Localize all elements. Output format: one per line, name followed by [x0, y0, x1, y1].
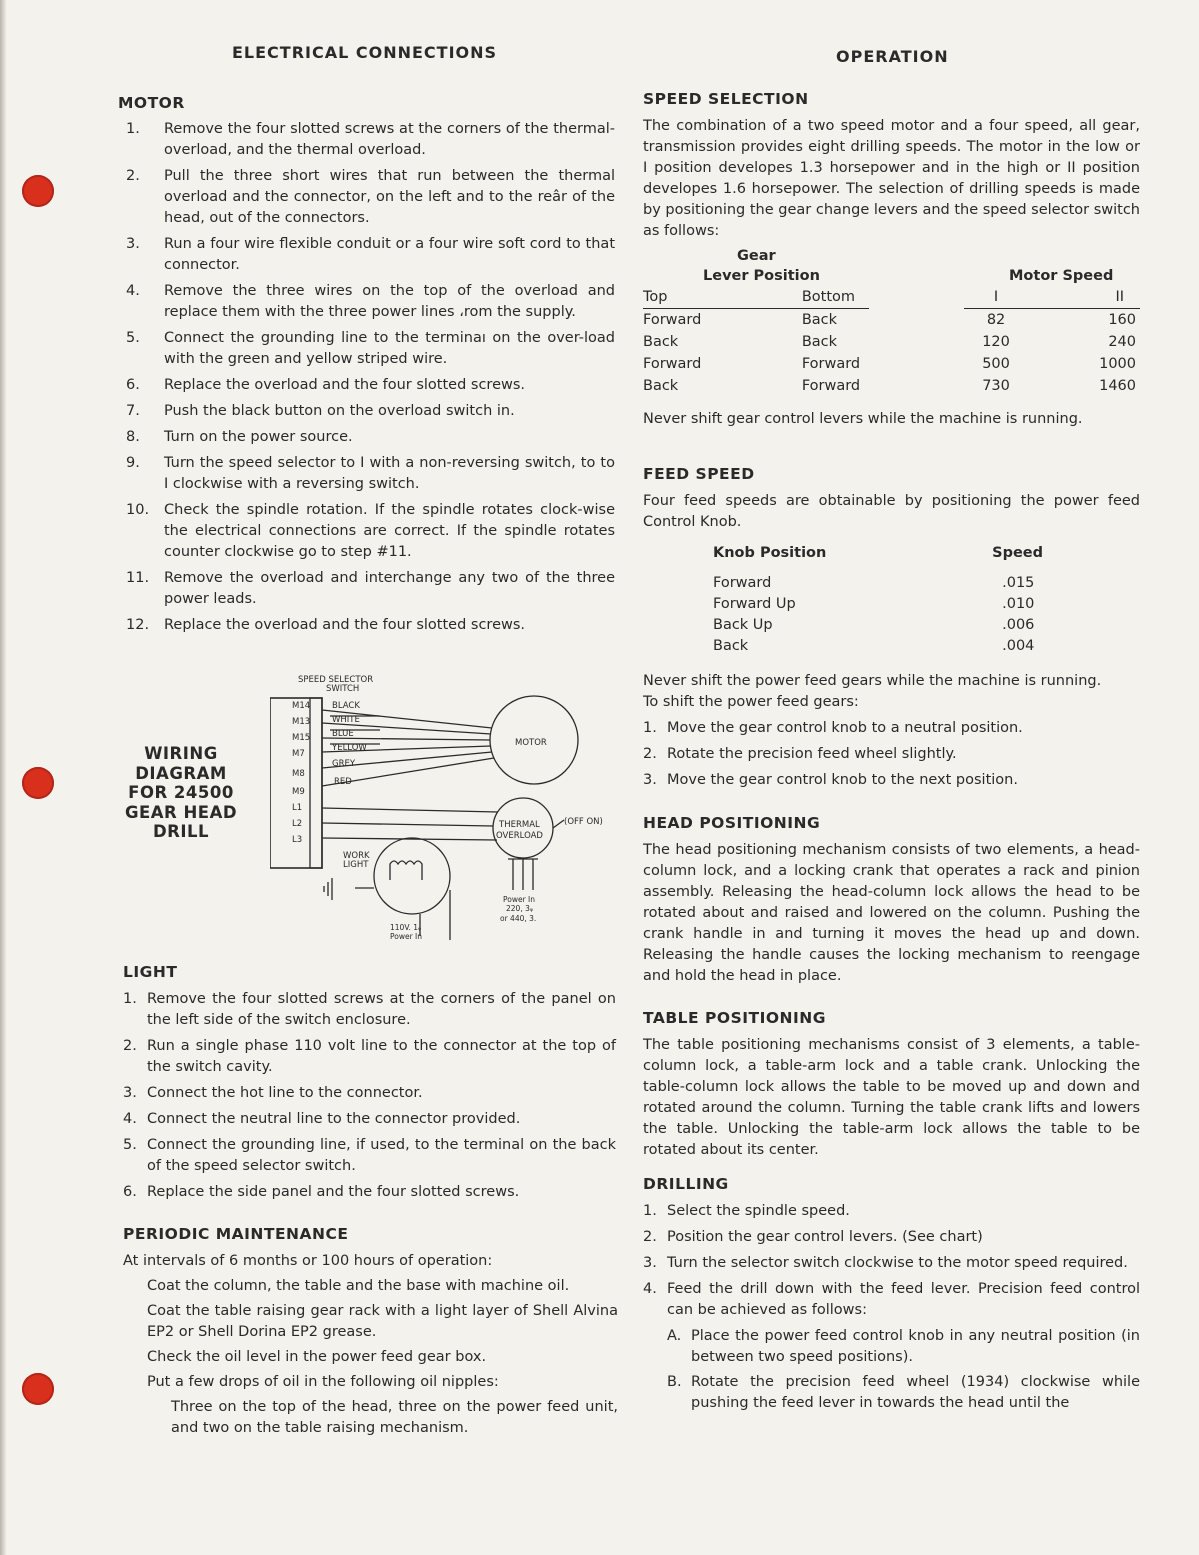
- step-number: 11.: [126, 570, 150, 586]
- list-item: [120, 328, 615, 370]
- table-cell: 730: [982, 377, 1010, 394]
- step-text: Move the gear control knob to the next position.: [667, 772, 1018, 788]
- step-number: 6.: [123, 1184, 137, 1200]
- step-text: Rotate the precision feed wheel slightly.: [667, 746, 957, 762]
- lever-position-header: Lever Position: [703, 268, 820, 284]
- power-in-3ph-3: or 440, 3.: [500, 914, 537, 923]
- list-item: [643, 1227, 1140, 1248]
- oil-nipples-text: Three on the top of the head, three on the power feed unit, and two on the table raising mechanism.: [171, 1399, 618, 1436]
- list-item: [120, 401, 615, 422]
- list-item: [643, 1326, 1140, 1368]
- table-positioning-section: [643, 1008, 1140, 1161]
- col-bottom: Bottom: [802, 286, 870, 309]
- speed-selection-section: [643, 89, 1140, 430]
- table-row: [643, 375, 1140, 397]
- step-text: Turn the speed selector to I with a non-reversing switch, to to I clockwise with a reversing switch.: [164, 455, 615, 492]
- step-text: Run a single phase 110 volt line to the connector at the top of the switch cavity.: [147, 1038, 616, 1075]
- step-number: 3.: [123, 1085, 137, 1101]
- binder-hole-top: [22, 175, 54, 207]
- maintenance-title: PERIODIC MAINTENANCE: [123, 1225, 349, 1243]
- step-number: 5.: [123, 1137, 137, 1153]
- wire-label-black: BLACK: [332, 701, 360, 711]
- power-in-1ph-2: Power In: [390, 932, 423, 941]
- list-item: [123, 989, 616, 1031]
- list-item: [123, 1036, 616, 1078]
- drilling-section: [643, 1174, 1140, 1418]
- table-cell: Back Up: [713, 617, 773, 633]
- terminal-label: M14: [292, 701, 311, 711]
- table-cell: .004: [1002, 638, 1035, 654]
- head-positioning-section: [643, 813, 1140, 987]
- step-number: 1.: [643, 720, 657, 736]
- step-number: 2.: [123, 1038, 137, 1054]
- step-text: Turn on the power source.: [164, 429, 353, 445]
- table-row: [643, 309, 1140, 332]
- step-text: Check the spindle rotation. If the spindle rotates clock-wise the electrical connections are correct. If the spindle rotates counter clockwise go to step #11.: [164, 502, 615, 560]
- col-knob-position: Knob Position: [713, 545, 827, 561]
- terminal-label: M13: [292, 717, 311, 727]
- table-row: [713, 636, 1043, 657]
- wiring-title-line: WIRING: [144, 744, 218, 763]
- step-text: Pull the three short wires that run between the thermal overload and the connector, on the left and to the reâr of the head, out of the connectors.: [164, 168, 615, 226]
- wire-label-grey: GREY: [332, 759, 356, 769]
- step-number: 8.: [126, 429, 140, 445]
- list-item: [643, 744, 1140, 765]
- table-cell: Back: [713, 638, 749, 654]
- terminal-label: L1: [292, 803, 303, 813]
- step-number: 2.: [126, 168, 140, 184]
- table-positioning-title: TABLE POSITIONING: [643, 1009, 826, 1027]
- step-text: Turn the selector switch clockwise to the motor speed required.: [667, 1255, 1128, 1271]
- step-number: 3.: [126, 236, 140, 252]
- col-speed: Speed: [992, 545, 1043, 561]
- step-text: Position the gear control levers. (See chart): [667, 1229, 983, 1245]
- step-text: Remove the four slotted screws at the corners of the panel on the left side of the switch enclosure.: [147, 991, 616, 1028]
- terminal-label: M15: [292, 733, 311, 743]
- right-column-heading: OPERATION: [836, 47, 949, 66]
- table-cell: Forward: [643, 311, 702, 328]
- step-number: 1.: [126, 121, 140, 137]
- list-item: [120, 281, 615, 323]
- step-text: Remove the four slotted screws at the corners of the thermal-overload, and the thermal overload.: [164, 121, 615, 158]
- list-item: [120, 234, 615, 276]
- table-cell: Forward: [801, 377, 861, 394]
- col-ii: II: [1028, 286, 1140, 309]
- work-light-circle: [374, 838, 450, 914]
- list-item: [643, 770, 1140, 791]
- selector-label-2: SWITCH: [326, 684, 360, 694]
- drilling-title: DRILLING: [643, 1175, 729, 1193]
- maintenance-intro: At intervals of 6 months or 100 hours of operation:: [123, 1253, 493, 1269]
- list-item: Coat the table raising gear rack with a light layer of Shell Alvina EP2 or Shell Dorina EP2 grease.: [147, 1303, 618, 1340]
- terminal-label: M8: [292, 769, 305, 779]
- table-header-row: [643, 286, 1140, 309]
- speed-selection-title: SPEED SELECTION: [643, 90, 809, 108]
- table-cell: 500: [982, 355, 1010, 372]
- light-title: LIGHT: [123, 963, 178, 981]
- motor-title: MOTOR: [118, 94, 185, 112]
- feed-speed-section: [643, 464, 1140, 796]
- step-number: 9.: [126, 455, 140, 471]
- step-number: 2.: [643, 1229, 657, 1245]
- feed-steps: [643, 718, 1140, 791]
- table-cell: Back: [643, 377, 679, 394]
- list-item: [123, 1135, 616, 1177]
- list-item: Coat the column, the table and the base with machine oil.: [147, 1278, 570, 1294]
- motor-section: [120, 93, 615, 641]
- list-item: [120, 427, 615, 448]
- step-number: 1.: [123, 991, 137, 1007]
- gear-warning: Never shift gear control levers while the machine is running.: [643, 411, 1083, 427]
- list-item: Put a few drops of oil in the following oil nipples:: [147, 1374, 499, 1390]
- page-edge: [0, 0, 6, 1555]
- step-text: Replace the overload and the four slotted screws.: [164, 617, 526, 633]
- list-item: [123, 1182, 616, 1203]
- work-light-label-2: LIGHT: [343, 860, 369, 870]
- step-text: Replace the side panel and the four slotted screws.: [147, 1184, 520, 1200]
- table-cell: 120: [982, 333, 1010, 350]
- table-cell: 240: [1108, 333, 1136, 350]
- motor-speed-header: Motor Speed: [1009, 268, 1114, 284]
- list-item: [643, 1253, 1140, 1274]
- power-in-1ph: 110V. 1ᵩ: [390, 923, 422, 932]
- step-number: 1.: [643, 1203, 657, 1219]
- head-positioning-title: HEAD POSITIONING: [643, 814, 821, 832]
- terminal-label: L2: [292, 819, 303, 829]
- step-number: 4.: [643, 1281, 657, 1297]
- wire-label-white: WHITE: [332, 715, 360, 725]
- motor-label: MOTOR: [515, 738, 547, 748]
- drilling-steps: [643, 1201, 1140, 1321]
- step-text: Remove the three wires on the top of the overload and replace them with the three power lines ،rom the supply.: [164, 283, 615, 320]
- step-number: 4.: [123, 1111, 137, 1127]
- table-header-row: [713, 543, 1043, 573]
- selector-label: SPEED SELECTOR: [298, 675, 374, 685]
- step-text: Remove the overload and interchange any two of the three power leads.: [164, 570, 615, 607]
- wiring-title-line: DIAGRAM: [135, 763, 227, 783]
- light-section: [123, 962, 616, 1208]
- table-cell: 160: [1108, 311, 1136, 328]
- step-text: Connect the neutral line to the connector provided.: [147, 1111, 521, 1127]
- overload-label: THERMAL: [499, 820, 540, 830]
- table-cell: Forward Up: [713, 596, 796, 612]
- wiring-title-line: FOR 24500: [128, 783, 234, 802]
- gear-table-header: [643, 246, 1140, 286]
- step-number: 4.: [126, 283, 140, 299]
- table-row: [713, 573, 1043, 594]
- feed-speed-title: FEED SPEED: [643, 465, 755, 483]
- step-text: Push the black button on the overload switch in.: [164, 403, 515, 419]
- list-item: [643, 718, 1140, 739]
- selector-switch-body: [310, 698, 322, 868]
- list-item: [120, 119, 615, 161]
- maintenance-items: [123, 1276, 618, 1393]
- table-cell: Forward: [801, 355, 861, 372]
- list-item: [643, 1201, 1140, 1222]
- table-cell: .006: [1002, 617, 1035, 633]
- gear-speed-table: [643, 286, 1140, 397]
- list-item: [120, 500, 615, 563]
- step-text: Move the gear control knob to a neutral position.: [667, 720, 1023, 736]
- head-positioning-text: The head positioning mechanism consists of two elements, a head-column lock, and a locking crank that operates a rack and pinion assembly. Releasing the head-column lock allows the head to be rotated about and raised and lowered on the column. Pushing the crank handle in and turning it moves the head up and down. Releasing the handle causes the locking mechanism to reengage and hold the head in place.: [643, 842, 1140, 984]
- gear-header: Gear: [737, 248, 776, 264]
- maintenance-section: [123, 1224, 618, 1443]
- table-cell: 82: [986, 311, 1006, 328]
- feed-speed-table: [713, 543, 1043, 657]
- binder-hole-bottom: [22, 1373, 54, 1405]
- list-item: [123, 1083, 616, 1104]
- list-item: [120, 568, 615, 610]
- step-number: 12.: [126, 617, 150, 633]
- table-cell: Back: [801, 333, 838, 350]
- list-item: [643, 1279, 1140, 1321]
- step-text: Feed the drill down with the feed lever. Precision feed control can be achieved as follows:: [667, 1281, 1140, 1318]
- wiring-title-line: DRILL: [152, 822, 210, 841]
- wire-label-yellow: YELLOW: [332, 743, 367, 753]
- step-letter: B.: [667, 1374, 682, 1390]
- step-number: 3.: [643, 772, 657, 788]
- power-in-3ph: Power In: [503, 895, 536, 904]
- wiring-diagram-title: [118, 744, 244, 842]
- step-number: 5.: [126, 330, 140, 346]
- step-text: Connect the hot line to the connector.: [147, 1085, 423, 1101]
- step-letter: A.: [667, 1328, 682, 1344]
- table-cell: 1000: [1099, 355, 1136, 372]
- off-on-label: (OFF ON): [564, 817, 603, 827]
- step-text: Select the spindle speed.: [667, 1203, 850, 1219]
- table-cell: 1460: [1099, 377, 1136, 394]
- feed-warning: Never shift the power feed gears while the machine is running.: [643, 673, 1102, 689]
- power-in-3ph-2: 220, 3ᵩ: [506, 904, 533, 913]
- wiring-diagram: [270, 668, 620, 948]
- col-top: Top: [643, 286, 802, 309]
- motor-steps: [120, 119, 615, 636]
- table-row: [643, 331, 1140, 353]
- step-number: 10.: [126, 502, 150, 518]
- list-item: [120, 453, 615, 495]
- feed-speed-text: Four feed speeds are obtainable by positioning the power feed Control Knob.: [643, 493, 1140, 530]
- step-text: Connect the grounding line to the terminaı on the over-load with the green and yellow striped wire.: [164, 330, 615, 367]
- left-column-heading: ELECTRICAL CONNECTIONS: [232, 43, 498, 62]
- binder-hole-middle: [22, 767, 54, 799]
- table-cell: .015: [1002, 575, 1035, 591]
- speed-selection-text: The combination of a two speed motor and a four speed, all gear, transmission provides eight drilling speeds. The motor in the low or I position developes 1.3 horsepower and in the high or II position developes 1.6 horsepower. The selection of drilling speeds is made by positioning the gear change levers and the speed selector switch as follows:: [643, 118, 1140, 239]
- table-row: [643, 353, 1140, 375]
- list-item: [643, 1372, 1140, 1414]
- wire-label-blue: BLUE: [332, 729, 354, 739]
- terminal-label: M9: [292, 787, 305, 797]
- table-cell: .010: [1002, 596, 1035, 612]
- step-number: 2.: [643, 746, 657, 762]
- table-cell: Forward: [643, 355, 702, 372]
- step-number: 3.: [643, 1255, 657, 1271]
- list-item: [120, 615, 615, 636]
- table-row: [713, 615, 1043, 636]
- terminal-label: L3: [292, 835, 303, 845]
- step-text: Place the power feed control knob in any neutral position (in between two speed positions).: [691, 1328, 1140, 1365]
- list-item: Check the oil level in the power feed gear box.: [147, 1349, 487, 1365]
- overload-label-2: OVERLOAD: [496, 831, 543, 841]
- list-item: [123, 1109, 616, 1130]
- table-cell: Back: [643, 333, 679, 350]
- work-light-label: WORK: [343, 851, 370, 861]
- step-number: 6.: [126, 377, 140, 393]
- light-steps: [123, 989, 616, 1203]
- terminal-label: M7: [292, 749, 305, 759]
- list-item: [120, 375, 615, 396]
- to-shift-text: To shift the power feed gears:: [643, 694, 859, 710]
- table-cell: Forward: [713, 575, 772, 591]
- step-text: Connect the grounding line, if used, to the terminal on the back of the speed selector switch.: [147, 1137, 616, 1174]
- list-item: [120, 166, 615, 229]
- step-text: Replace the overload and the four slotted screws.: [164, 377, 526, 393]
- step-text: Rotate the precision feed wheel (1934) clockwise while pushing the feed lever in towards the head until the: [691, 1374, 1140, 1411]
- step-text: Run a four wire flexible conduit or a four wire soft cord to that connector.: [164, 236, 615, 273]
- table-positioning-text: The table positioning mechanisms consist of 3 elements, a table-column lock, a table-arm lock and a table crank. Unlocking the table-column lock allows the table to be moved up and down and rotated around the column. Turning the table crank lifts and lowers the table. Unlocking the table-arm lock allows the table to be rotated about its center.: [643, 1037, 1140, 1158]
- wire-label-red: RED: [334, 777, 352, 787]
- table-cell: Back: [801, 311, 838, 328]
- table-row: [713, 594, 1043, 615]
- wiring-title-line: GEAR HEAD: [124, 802, 238, 822]
- step-number: 7.: [126, 403, 140, 419]
- col-i: I: [964, 286, 1027, 309]
